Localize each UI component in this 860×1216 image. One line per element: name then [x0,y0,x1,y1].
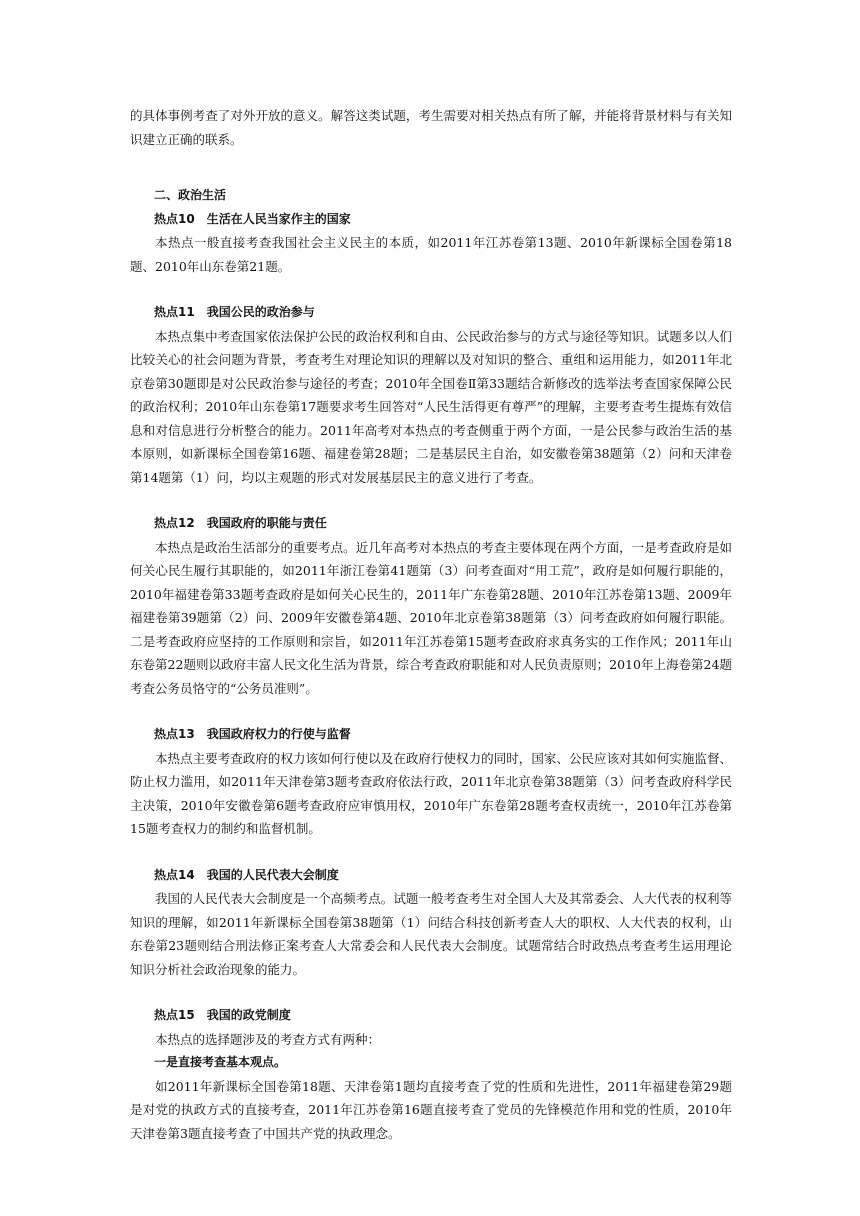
spacer [130,841,732,864]
hotspot-title: 热点12 我国政府的职能与责任 [154,516,327,530]
intro-paragraph: 的具体事例考查了对外开放的意义。解答这类试题，考生需要对相关热点有所了解，并能将背景材料与有关知识建立正确的联系。 [130,108,732,147]
hotspot-title: 热点15 我国的政党制度 [154,1008,291,1022]
hotspot-paragraph: 本热点主要考查政府的权力该如何行使以及在政府行使权力的同时，国家、公民应该对其如何实施监督、防止权力滥用，如2011年天津卷第3题考查政府依法行政，2011年北京卷第38题第（3）问考查政府科学民主决策，2010年安徽卷第6题考查政府应审慎用权，2010年广东卷第28题考查权责统一，2010年江苏卷第15题考查权力的制约和监督机制。 [130,750,732,836]
spacer [130,151,732,174]
hotspot-paragraph: 本热点的选择题涉及的考查方式有两种： [155,1031,381,1047]
hotspot-title: 热点14 我国的人民代表大会制度 [154,867,339,882]
spacer [130,489,732,512]
hotspot-paragraph: 本热点集中考查国家依法保护公民的政治权利和自由、公民政治参与的方式与途径等知识。试题多以人们比较关心的社会问题为背景，考查考生对理论知识的理解以及对知识的整合、重组和运用能力，如2011年北京卷第30题即是对公民政治参与途径的考查；2010年全国卷Ⅱ第33题结合新修改的选举法考查国家保障公民的政治权利；2010年山东卷第17题要求考生回答对“人民生活得更有尊严”的理解，主要考查考生提炼有效信息和对信息进行分析整合的能力。2011年高考对本热点的考查侧重于两个方面，一是公民参与政治生活的基本原则，如新课标全国卷第16题、福建卷第28题；二是基层民主自治，如安徽卷第38题第（2）问和天津卷第14题第（1）问，均以主观题的形式对发展基层民主的意义进行了考查。 [130,328,732,485]
sub-heading: 一是直接考查基本观点。 [154,1055,287,1069]
hotspot-title: 热点13 我国政府权力的行使与监督 [154,727,351,741]
spacer [130,700,732,723]
hotspot-paragraph: 我国的人民代表大会制度是一个高频考点。试题一般考查考生对全国人大及其常委会、人大代表的权利等知识的理解，如2011年新课标全国卷第38题第（1）问结合科技创新考查人大的职权、人大代表的权利，山东卷第23题则结合刑法修正案考查人大常委会和人民代表大会制度。试题常结合时政热点考查考生运用理论知识分析社会政治现象的能力。 [130,891,732,977]
final-paragraph: 如2011年新课标全国卷第18题、天津卷第1题均直接考查了党的性质和先进性，2011年福建卷第29题是对党的执政方式的直接考查，2011年江苏卷第16题直接考查了党员的先锋模范作用和党的性质，2010年天津卷第3题直接考查了中国共产党的执政理念。 [130,1078,732,1141]
hotspot-title: 热点11 我国公民的政治参与 [154,305,315,319]
section-heading: 二、政治生活 [154,188,227,202]
spacer [130,981,732,1004]
hotspot-title: 热点10 生活在人民当家作主的国家 [154,211,351,226]
hotspot-paragraph: 本热点是政治生活部分的重要考点。近几年高考对本热点的考查主要体现在两个方面，一是考查政府是如何关心民生履行其职能的，如2011年浙江卷第41题第（3）问考查面对“用工荒”，政府是如何履行职能的，2010年福建卷第33题考查政府是如何关心民生的，2011年广东卷第28题、2010年江苏卷第13题、2009年福建卷第39题第（2）问、2009年安徽卷第4题、2010年北京卷第38题第（3）问考查政府如何履行职能。二是考查政府应坚持的工作原则和宗旨，如2011年江苏卷第15题考查政府求真务实的工作作风；2011年山东卷第22题则以政府丰富人民文化生活为背景，综合考查政府职能和对人民负责原则；2010年上海卷第24题考查公务员恪守的“公务员准则”。 [130,539,732,696]
document-page [130,104,732,1145]
spacer [130,278,732,301]
hotspot-paragraph: 本热点一般直接考查我国社会主义民主的本质，如2011年江苏卷第13题、2010年新课标全国卷第18题、2010年山东卷第21题。 [130,235,732,274]
spacer [130,174,732,184]
